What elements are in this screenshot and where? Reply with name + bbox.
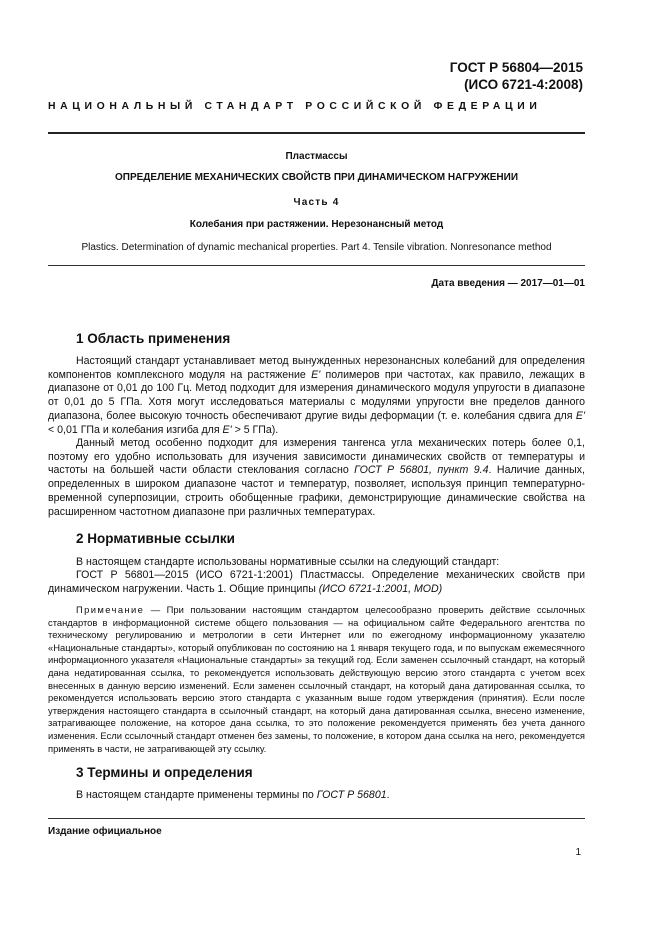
text-run: . bbox=[386, 789, 390, 801]
header-rule bbox=[48, 132, 585, 134]
section-1-heading: 1 Область применения bbox=[76, 331, 231, 346]
modulus-symbol: E' bbox=[311, 368, 321, 381]
title-main: ОПРЕДЕЛЕНИЕ МЕХАНИЧЕСКИХ СВОЙСТВ ПРИ ДИНАМИЧЕСКОМ НАГРУЖЕНИИ bbox=[114, 172, 519, 183]
text-run: . Наличие данных, определенных в широком диапазоне частот и температур, позволяет, используя принцип температурно-временной суперпозиции, строить обобщенные графики, демонстрирующие динамические свойства на расширенном частотном диапазоне при различных температурах. bbox=[48, 464, 585, 518]
section-3-heading: 3 Термины и определения bbox=[76, 765, 253, 780]
section-2-heading: 2 Нормативные ссылки bbox=[76, 531, 235, 546]
section-2-paragraph-2 bbox=[48, 569, 585, 596]
text-run: Настоящий стандарт устанавливает метод вынужденных нерезонансных колебаний для определения компонентов комплексного модуля на растяжение bbox=[48, 355, 585, 381]
text-run: Данный метод особенно подходит для измерения тангенса угла механических потерь более 0,1, поэтому его удобно использовать для изучения зависимости динамических свойств от температуры и частоты на большей части области стеклования согласно bbox=[48, 437, 585, 477]
section-3-paragraph-1 bbox=[48, 789, 585, 803]
text-run: > 5 ГПа). bbox=[231, 423, 279, 436]
title-subtitle: Колебания при растяжении. Нерезонансный метод bbox=[189, 219, 444, 230]
standard-reference: (ИСО 6721-1:2001, MOD) bbox=[318, 582, 443, 595]
note-text: — При пользовании настоящим стандартом целесообразно проверить действие ссылочных стандартов в информационной системе общего пользования — на официальном сайте Федерального агентства по техническому регулированию и метрологии в сети Интернет или по ежегодному информационному указателю «Национальные стандарты», который опубликован по состоянию на 1 января текущего года, и по выпускам ежемесячного информационного указателя «Национальные стандарты» за текущий год. Если заменен ссылочный стандарт, на который дана недатированная ссылка, то рекомендуется использовать действующую версию этого стандарта с учетом всех внесенных в данную версию изменений. Если заменен ссылочный стандарт, на который дана датированная ссылка, то рекомендуется использовать версию этого стандарта с указанным выше годом утверждения (принятия). Если после утверждения настоящего стандарта в ссылочный стандарт, на который дана датированная ссылка, внесено изменение, затрагивающее положение, на которое дана ссылка, то это положение рекомендуется применять без учета данного изменения. Если ссылочный стандарт отменен без замены, то положение, в котором дана ссылка на него, рекомендуется применять в части, не затрагивающей эту ссылку. bbox=[48, 604, 585, 754]
page-number: 1 bbox=[575, 847, 581, 858]
section-2-note bbox=[48, 604, 585, 755]
official-edition-label: Издание официальное bbox=[48, 826, 162, 837]
text-run: < 0,01 ГПа и колебания изгиба для bbox=[48, 423, 223, 436]
title-english: Plastics. Determination of dynamic mechanical properties. Part 4. Tensile vibration. Nonresonance method bbox=[81, 242, 552, 253]
title-category: Пластмассы bbox=[285, 151, 348, 162]
document-code bbox=[450, 59, 583, 93]
standard-reference: ГОСТ Р 56801, пункт 9.4 bbox=[354, 464, 489, 477]
modulus-symbol: E' bbox=[575, 409, 585, 422]
introduction-date: Дата введения — 2017—01—01 bbox=[431, 278, 585, 289]
standard-reference: ГОСТ Р 56801 bbox=[316, 789, 387, 801]
document-code-gost: ГОСТ Р 56804—2015 bbox=[449, 60, 583, 75]
note-label: Примечание bbox=[76, 604, 145, 615]
footer-rule bbox=[48, 818, 585, 819]
title-rule bbox=[48, 265, 585, 266]
text-run: В настоящем стандарте применены термины по bbox=[76, 789, 317, 801]
text-run: ГОСТ Р 56801—2015 (ИСО 6721-1:2001) Пластмассы. Определение механических свойств при динамическом нагружении. Часть 1. Общие принципы bbox=[48, 569, 585, 595]
modulus-symbol: E' bbox=[222, 423, 232, 436]
title-part: Часть 4 bbox=[293, 197, 340, 208]
section-1-paragraph-1 bbox=[48, 355, 585, 437]
document-code-iso: (ИСО 6721-4:2008) bbox=[464, 77, 583, 92]
text-run: полимеров при частотах, как правило, лежащих в диапазоне от 0,01 до 100 Гц. Метод подходит для измерения динамического модуля упругости в диапазоне от 0,01 до 5 ГПа. Хотя могут исследоваться материалы с модулями упругости вне пределов данного диапазона, более высокую точность обеспечивают другие виды деформации (т. е. колебания сдвига для bbox=[48, 368, 586, 422]
section-1-paragraph-2 bbox=[48, 437, 585, 519]
section-2-paragraph-1: В настоящем стандарте использованы нормативные ссылки на следующий стандарт: bbox=[76, 556, 500, 568]
national-standard-title: НАЦИОНАЛЬНЫЙ СТАНДАРТ РОССИЙСКОЙ ФЕДЕРАЦИИ bbox=[48, 101, 542, 112]
